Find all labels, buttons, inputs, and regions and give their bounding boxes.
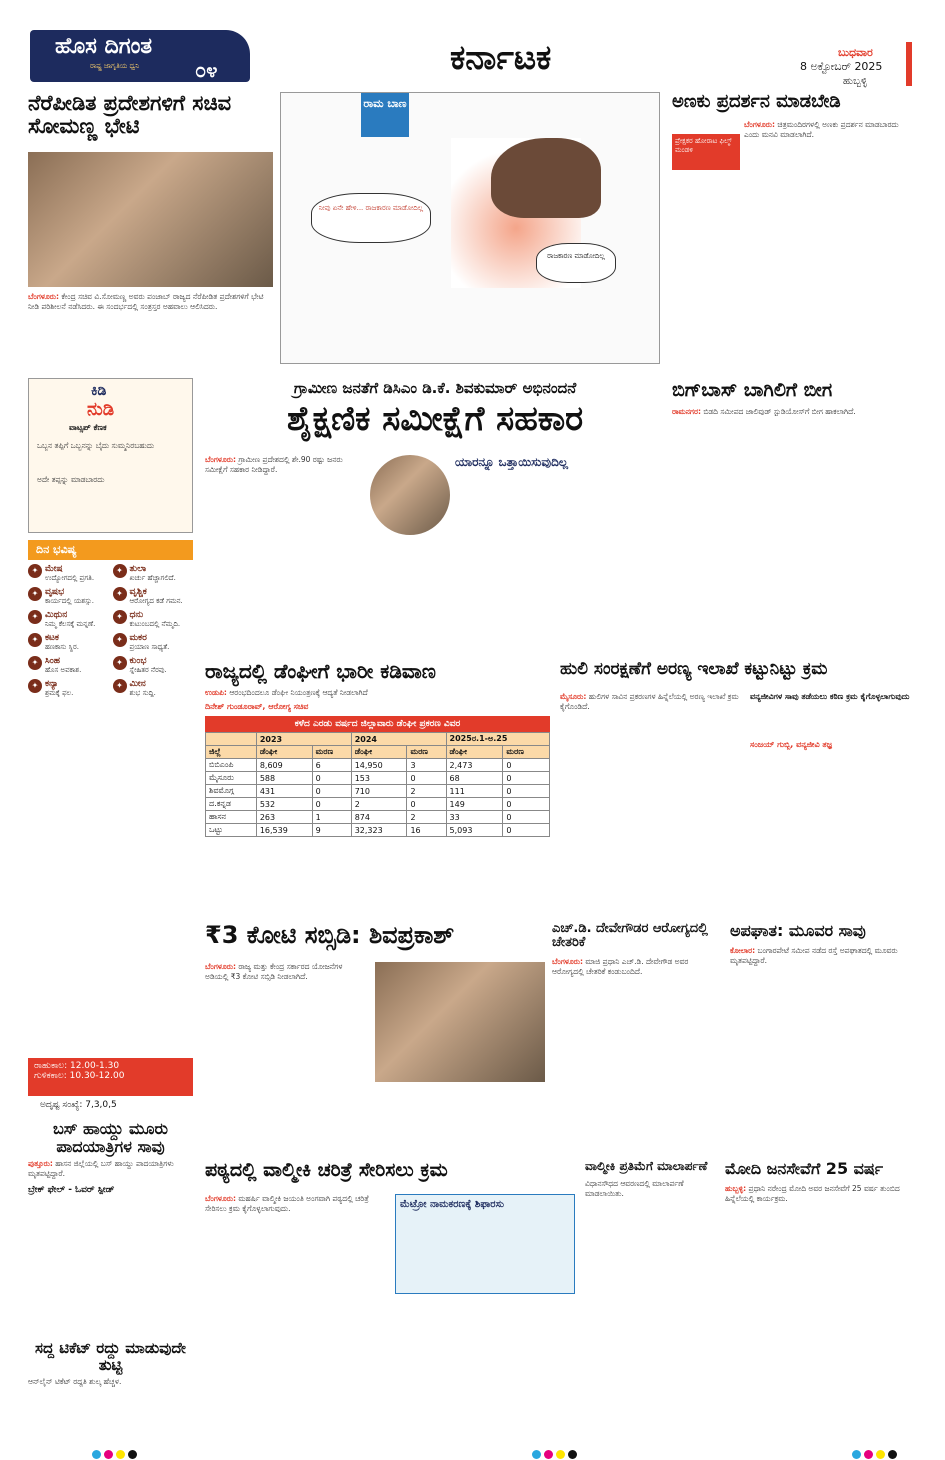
table-cell: 32,323 <box>351 824 407 837</box>
text-hdd: ಮಾಜಿ ಪ್ರಧಾನಿ ಎಚ್.ಡಿ. ದೇವೇಗೌಡ ಅವರ ಆರೋಗ್ಯದಲ್ಲಿ ಚೇತರಿಕೆ ಕಂಡುಬಂದಿದೆ. <box>552 956 689 976</box>
horoscope-item <box>113 656 194 675</box>
logo-tagline: ರಾಷ್ಟ್ರ ಜಾಗೃತಿಯ ಧ್ವನಿ <box>90 62 140 70</box>
headline-dengue: ರಾಜ್ಯದಲ್ಲಿ ಡೆಂಘೀಗೆ ಭಾರೀ ಕಡಿವಾಣ <box>205 659 436 683</box>
quote-dengue: ಆರಂಭದಿಂದಲೂ ಡೆಂಘೀ ನಿಯಂತ್ರಣಕ್ಕೆ ಆದ್ಯತೆ ನೀಡಲಾಗಿದೆ <box>229 688 368 697</box>
lead-bus: ಪುತ್ತೂರು: <box>28 1159 53 1169</box>
photo-subsidy <box>375 962 545 1082</box>
quote-tiger: ವನ್ಯಜೀವಿಗಳ ಸಾವು ತಡೆಯಲು ಕಠಿಣ ಕ್ರಮ ಕೈಗೊಳ್ಳಲಾಗುವುದು <box>750 692 910 701</box>
zodiac-icon: ✦ <box>28 587 42 601</box>
body-bus <box>28 1159 193 1179</box>
horoscope-text <box>45 656 81 675</box>
kidi-nudi-box <box>28 378 193 533</box>
zodiac-icon: ✦ <box>28 610 42 624</box>
body-dengue <box>205 688 550 698</box>
article-dks <box>205 380 665 650</box>
lead-anaku: ಬೆಂಗಳೂರು: <box>744 120 776 129</box>
zodiac-sign: ಮಕರ <box>129 633 147 643</box>
quote-dks: ಯಾರನ್ನೂ ಒತ್ತಾಯಿಸುವುದಿಲ್ಲ <box>455 455 569 469</box>
horoscope-item <box>28 656 109 675</box>
zodiac-icon: ✦ <box>28 679 42 693</box>
lead-hdd: ಬೆಂಗಳೂರು: <box>552 956 584 966</box>
horoscope-item <box>28 633 109 652</box>
zodiac-sign: ತುಲಾ <box>129 564 147 574</box>
dengue-sub-5: ಮರಣ <box>503 746 550 759</box>
article-hdd <box>552 922 722 1147</box>
article-anaku <box>672 92 912 372</box>
zodiac-icon: ✦ <box>28 564 42 578</box>
table-cell: 431 <box>256 785 312 798</box>
horoscope-text <box>130 587 183 606</box>
zodiac-forecast: ನಿಮ್ಮ ಕೆಲಸಕ್ಕೆ ಮನ್ನಣೆ. <box>45 620 96 628</box>
body-accident <box>730 946 912 966</box>
cartoon-bubble-2: ರಾಜಕಾರಣ ಮಾಡೋದಿಲ್ಲ <box>536 243 616 283</box>
table-cell: 2,473 <box>446 759 503 772</box>
article-tiger <box>560 660 912 910</box>
text-bus: ಹಾಸನ ಜಿಲ್ಲೆಯಲ್ಲಿ ಬಸ್ ಹಾಯ್ದು ಪಾದಯಾತ್ರಿಗಳು ಮೃತಪಟ್ಟಿದ್ದಾರೆ. <box>28 1159 174 1179</box>
table-cell: 2 <box>407 785 446 798</box>
gulika: ಗುಳಿಕಕಾಲ: 10.30-12.00 <box>34 1071 125 1081</box>
rahukala: ರಾಹುಕಾಲ: 12.00-1.30 <box>34 1061 120 1071</box>
headline-hdd: ಎಚ್.ಡಿ. ದೇವೇಗೌಡರ ಆರೋಗ್ಯದಲ್ಲಿ ಚೇತರಿಕೆ <box>552 921 708 951</box>
horoscope-item <box>28 587 109 606</box>
table-cell: 9 <box>312 824 351 837</box>
text-accident: ಬಂಗಾರಪೇಟೆ ಸಮೀಪ ನಡೆದ ರಸ್ತೆ ಅಪಘಾತದಲ್ಲಿ ಮೂವರು ಮೃತಪಟ್ಟಿದ್ದಾರೆ. <box>730 945 898 965</box>
table-cell: ದ.ಕನ್ನಡ <box>206 798 257 811</box>
zodiac-forecast: ಖರ್ಚು ಹೆಚ್ಚಾಗಲಿದೆ. <box>129 574 176 582</box>
table-row <box>206 772 550 785</box>
print-marks-left <box>92 1444 140 1460</box>
table-row <box>206 811 550 824</box>
text-somanna: ಕೇಂದ್ರ ಸಚಿವ ವಿ.ಸೋಮಣ್ಣ ಅವರು ಪಂಜಾಬ್ ರಾಜ್ಯದ ನೆರೆಪೀಡಿತ ಪ್ರದೇಶಗಳಿಗೆ ಭೇಟಿ ನೀಡಿ ಪರಿಶೀಲನೆ ನಡೆಸಿದರು. ಈ ಸಂದರ್ಭದಲ್ಲಿ ಸಂತ್ರಸ್ತರ ಅಹವಾಲು ಆಲಿಸಿದರು. <box>28 292 264 311</box>
zodiac-icon: ✦ <box>28 656 42 670</box>
metro-box <box>395 1194 575 1294</box>
horoscope-item <box>113 610 194 629</box>
headline-valmiki: ಪಠ್ಯದಲ್ಲಿ ವಾಲ್ಮೀಕಿ ಚರಿತ್ರೆ ಸೇರಿಸಲು ಕ್ರಮ <box>205 1159 448 1181</box>
article-dengue <box>205 660 550 910</box>
table-cell: 8,609 <box>256 759 312 772</box>
table-row <box>206 785 550 798</box>
horoscope-text <box>45 633 79 652</box>
table-cell: ಹಾಸನ <box>206 811 257 824</box>
table-cell: 3 <box>407 759 446 772</box>
horoscope-text <box>45 679 73 698</box>
table-cell: 0 <box>407 798 446 811</box>
zodiac-icon: ✦ <box>113 656 127 670</box>
print-marks-right <box>852 1444 900 1460</box>
headline-bus: ಬಸ್ ಹಾಯ್ದು ಮೂರು ಪಾದಯಾತ್ರಿಗಳ ಸಾವು <box>52 1119 169 1156</box>
quote-by-dengue: ದಿನೇಶ್ ಗುಂಡೂರಾವ್, ಆರೋಗ್ಯ ಸಚಿವ <box>205 702 309 711</box>
table-cell: 0 <box>312 772 351 785</box>
lead-valmiki: ಬೆಂಗಳೂರು: <box>205 1194 237 1203</box>
horoscope-text <box>130 679 156 698</box>
page-number: ೦೪ <box>195 58 218 82</box>
zodiac-sign: ವೃಶ್ಚಿಕ <box>129 587 147 597</box>
table-cell: 0 <box>503 824 550 837</box>
article-ticket <box>28 1340 193 1440</box>
table-cell: 0 <box>503 759 550 772</box>
text-modi: ಪ್ರಧಾನಿ ನರೇಂದ್ರ ಮೋದಿ ಅವರ ಜನಸೇವೆಗೆ 25 ವರ್ಷ ತುಂಬಿದ ಹಿನ್ನೆಲೆಯಲ್ಲಿ ಕಾರ್ಯಕ್ರಮ. <box>725 1183 900 1203</box>
issue-date: 8 ಅಕ್ಟೋಬರ್ 2025 <box>800 60 883 73</box>
horoscope-text <box>130 610 181 629</box>
body-hdd <box>552 957 722 977</box>
headline-anaku: ಅಣಕು ಪ್ರದರ್ಶನ ಮಾಡಬೇಡಿ <box>672 91 841 112</box>
lead-dks: ಬೆಂಗಳೂರು: <box>205 455 237 464</box>
text-anaku: ಚಿತ್ರಮಂದಿರಗಳಲ್ಲಿ ಅಣಕು ಪ್ರದರ್ಶನ ಮಾಡಬಾರದು ಎಂದು ಮನವಿ ಮಾಡಲಾಗಿದೆ. <box>744 120 899 139</box>
headline-statue: ವಾಲ್ಮೀಕಿ ಪ್ರತಿಮೆಗೆ ಮಾಲಾರ್ಪಣೆ <box>585 1159 708 1173</box>
article-statue <box>585 1160 715 1440</box>
table-cell: 16 <box>407 824 446 837</box>
article-accident <box>730 922 912 1147</box>
dengue-year-2023: 2023 <box>256 733 351 746</box>
headline-dks: ಶೈಕ್ಷಣಿಕ ಸಮೀಕ್ಷೆಗೆ ಸಹಕಾರ <box>286 398 584 439</box>
table-cell: 588 <box>256 772 312 785</box>
table-cell: 2 <box>351 798 407 811</box>
body-valmiki <box>205 1194 385 1214</box>
zodiac-sign: ಮಿಥುನ <box>45 610 68 620</box>
table-cell: 149 <box>446 798 503 811</box>
table-cell: 0 <box>407 772 446 785</box>
horoscope-box <box>28 540 193 736</box>
zodiac-forecast: ಉದ್ಯೋಗದಲ್ಲಿ ಪ್ರಗತಿ. <box>45 574 95 582</box>
sub-bus: ಬ್ರೇಕ್ ಫೇಲ್ - ಓವರ್ ಸ್ಪೀಡ್ <box>28 1185 115 1196</box>
body-somanna <box>28 292 273 312</box>
headline-tiger: ಹುಲಿ ಸಂರಕ್ಷಣೆಗೆ ಅರಣ್ಯ ಇಲಾಖೆ ಕಟ್ಟುನಿಟ್ಟು ಕ್ರಮ <box>560 659 828 679</box>
dengue-sub-1: ಮರಣ <box>312 746 351 759</box>
horoscope-item <box>28 610 109 629</box>
zodiac-forecast: ಸ್ನೇಹಿತರ ನೆರವು. <box>129 666 167 674</box>
horoscope-text <box>130 564 176 583</box>
zodiac-forecast: ಹೊಸ ಅವಕಾಶ. <box>45 666 82 674</box>
issue-day: ಬುಧವಾರ <box>838 46 873 59</box>
zodiac-icon: ✦ <box>113 633 127 647</box>
dengue-district-label: ಜಿಲ್ಲೆ <box>206 746 257 759</box>
kidi-line-2: ಅದೇ ತಪ್ಪನ್ನು ಮಾಡಬಾರದು <box>37 475 105 484</box>
table-cell: 0 <box>503 785 550 798</box>
horoscope-item <box>28 679 109 698</box>
horoscope-title: ದಿನ ಭವಿಷ್ಯ <box>28 540 193 560</box>
headline-somanna: ನೆರೆಪೀಡಿತ ಪ್ರದೇಶಗಳಿಗೆ ಸಚಿವ ಸೋಮಣ್ಣ ಭೇಟಿ <box>28 91 232 139</box>
body-dks <box>205 455 355 475</box>
zodiac-sign: ಧನು <box>129 610 144 620</box>
zodiac-sign: ಮೇಷ <box>45 564 63 574</box>
table-cell: 33 <box>446 811 503 824</box>
issue-city: ಹುಬ್ಬಳ್ಳಿ <box>843 76 868 87</box>
horoscope-text <box>45 564 94 583</box>
table-cell: 710 <box>351 785 407 798</box>
cartoon-panel <box>280 92 660 364</box>
table-row <box>206 798 550 811</box>
body-ticket: ಆನ್‌ಲೈನ್ ಟಿಕೆಟ್ ರದ್ದತಿ ಶುಲ್ಕ ಹೆಚ್ಚಳ. <box>28 1377 122 1386</box>
horoscope-item <box>28 564 109 583</box>
article-bus <box>28 1120 193 1335</box>
cartoon-shoe <box>491 138 601 218</box>
dengue-sub-0: ಡೆಂಘೀ <box>256 746 312 759</box>
horoscope-item <box>113 633 194 652</box>
lead-subsidy: ಬೆಂಗಳೂರು: <box>205 962 237 971</box>
dengue-year-blank <box>206 733 257 746</box>
lead-modi: ಹುಬ್ಬಳ್ಳಿ: <box>725 1183 747 1193</box>
horoscope-grid <box>28 564 193 702</box>
table-cell: 532 <box>256 798 312 811</box>
section-title: ಕರ್ನಾಟಕ <box>450 38 552 78</box>
zodiac-forecast: ಹಣಕಾಸು ಸ್ಥಿರ. <box>45 643 79 651</box>
horoscope-text <box>130 633 170 652</box>
rahukala-box <box>28 1058 193 1096</box>
kidi-title: ಕಿಡಿ <box>91 383 107 399</box>
article-somanna <box>28 92 273 372</box>
zodiac-icon: ✦ <box>28 633 42 647</box>
article-bigboss <box>672 380 912 650</box>
zodiac-forecast: ಕುಟುಂಬದಲ್ಲಿ ನೆಮ್ಮದಿ. <box>129 620 181 628</box>
lucky-number: ಅದೃಷ್ಟ ಸಂಖ್ಯೆ: 7,3,0,5 <box>40 1100 117 1110</box>
zodiac-sign: ಕನ್ಯಾ <box>45 679 59 689</box>
horoscope-text <box>130 656 167 675</box>
body-bigboss <box>672 407 912 417</box>
dengue-sub-4: ಡೆಂಘೀ <box>446 746 503 759</box>
body-tiger <box>560 692 740 712</box>
dengue-sub-3: ಮರಣ <box>407 746 446 759</box>
table-cell: 0 <box>503 772 550 785</box>
table-cell: ಶಿವಮೊಗ್ಗ <box>206 785 257 798</box>
kidi-subtitle: ನುಡಿ <box>87 399 115 420</box>
table-cell: ಒಟ್ಟು <box>206 824 257 837</box>
kidi-byline: ವಾಟ್ಸಪ್ ಕೆಣಕ <box>69 423 107 432</box>
headline-bigboss: ಬಿಗ್‌ಬಾಸ್ ಬಾಗಿಲಿಗೆ ಬೀಗ <box>672 379 833 401</box>
headline-subsidy: ₹3 ಕೋಟಿ ಸಬ್ಸಿಡಿ: ಶಿವಪ್ರಕಾಶ್ <box>205 921 455 949</box>
photo-dks <box>370 455 450 535</box>
table-cell: ಮೈಸೂರು <box>206 772 257 785</box>
masthead <box>0 0 945 90</box>
headline-ticket: ಸದ್ದ ಟಿಕೆಟ್ ರದ್ದು ಮಾಡುವುದೇ ತುಟ್ಟಿ <box>35 1339 186 1374</box>
text-bigboss: ಬಿಡದಿ ಸಮೀಪದ ಜಾಲಿವುಡ್ ಸ್ಟುಡಿಯೋಸ್‌ಗೆ ಬೀಗ ಹಾಕಲಾಗಿದೆ. <box>703 406 856 416</box>
zodiac-sign: ಕಟಕ <box>45 633 59 643</box>
table-title-dengue: ಕಳೆದ ಎರಡು ವರ್ಷದ ಜಿಲ್ಲಾವಾರು ಡೆಂಘೀ ಪ್ರಕರಣ ವಿವರ <box>205 716 550 732</box>
dengue-year-2024: 2024 <box>351 733 446 746</box>
table-cell: 5,093 <box>446 824 503 837</box>
horoscope-item <box>113 587 194 606</box>
zodiac-forecast: ಶುಭ ಸುದ್ದಿ. <box>129 689 156 697</box>
table-cell: 1 <box>312 811 351 824</box>
zodiac-icon: ✦ <box>113 610 127 624</box>
table-cell: 68 <box>446 772 503 785</box>
body-modi <box>725 1184 912 1204</box>
zodiac-forecast: ಕಾರ್ಯದಲ್ಲಿ ಯಶಸ್ಸು. <box>45 597 94 605</box>
article-valmiki <box>205 1160 575 1440</box>
zodiac-forecast: ಶ್ರಮಕ್ಕೆ ಫಲ. <box>45 689 74 697</box>
table-cell: 2 <box>407 811 446 824</box>
table-cell: 16,539 <box>256 824 312 837</box>
dengue-table-body <box>206 759 550 837</box>
table-row <box>206 759 550 772</box>
table-cell: 153 <box>351 772 407 785</box>
dengue-table-year-row <box>206 733 550 746</box>
tag-anaku: ಪ್ರೇಕ್ಷಕರ ಹೋರಾಟ ಫಿಲ್ಮ್ ಮಂಡಳಿ <box>672 134 740 170</box>
text-subsidy: ರಾಜ್ಯ ಮತ್ತು ಕೇಂದ್ರ ಸರ್ಕಾರದ ಯೋಜನೆಗಳ ಅಡಿಯಲ್ಲಿ ₹3 ಕೋಟಿ ಸಬ್ಸಿಡಿ ನೀಡಲಾಗಿದೆ. <box>205 962 343 981</box>
horoscope-text <box>45 610 95 629</box>
headline-modi: ಮೋದಿ ಜನಸೇವೆಗೆ 25 ವರ್ಷ <box>725 1159 884 1178</box>
body-statue: ವಿಧಾನಸೌಧದ ಆವರಣದಲ್ಲಿ ಮಾಲಾರ್ಪಣೆ ಮಾಡಲಾಯಿತು. <box>585 1179 684 1199</box>
print-marks-center <box>532 1444 580 1460</box>
lead-somanna: ಬೆಂಗಳೂರು: <box>28 292 60 301</box>
zodiac-forecast: ಆರೋಗ್ಯದ ಕಡೆ ಗಮನ. <box>129 597 183 605</box>
dengue-year-2025: 2025ರ.1-ಅ.25 <box>446 733 549 746</box>
zodiac-icon: ✦ <box>113 587 127 601</box>
lead-dengue: ಉಡುಪಿ: <box>205 688 227 697</box>
article-modi <box>725 1160 912 1440</box>
horoscope-text <box>45 587 94 606</box>
zodiac-sign: ವೃಷಭ <box>45 587 65 597</box>
metro-box-title: ಮೆಟ್ರೋ ನಾಮಕರಣಕ್ಕೆ ಶಿಫಾರಸು <box>400 1199 505 1210</box>
table-cell: 0 <box>503 811 550 824</box>
zodiac-sign: ಸಿಂಹ <box>45 656 61 666</box>
logo-text: ಹೊಸ ದಿಗಂತ <box>55 33 153 59</box>
lead-tiger: ಮೈಸೂರು: <box>560 692 587 701</box>
table-cell: 874 <box>351 811 407 824</box>
text-dks: ಗ್ರಾಮೀಣ ಪ್ರದೇಶದಲ್ಲಿ ಶೇ.90 ರಷ್ಟು ಜನರು ಸಮೀಕ್ಷೆಗೆ ಸಹಕಾರ ನೀಡಿದ್ದಾರೆ. <box>205 455 343 474</box>
text-tiger: ಹುಲಿಗಳ ಸಾವಿನ ಪ್ರಕರಣಗಳ ಹಿನ್ನೆಲೆಯಲ್ಲಿ ಅರಣ್ಯ ಇಲಾಖೆ ಕ್ರಮ ಕೈಗೊಂಡಿದೆ. <box>560 692 739 711</box>
cartoon-tag: ರಾಮ ಬಾಣ <box>361 93 409 137</box>
table-row <box>206 824 550 837</box>
dengue-table-sub-row <box>206 746 550 759</box>
table-cell: 0 <box>503 798 550 811</box>
table-cell: 263 <box>256 811 312 824</box>
zodiac-icon: ✦ <box>113 564 127 578</box>
table-cell: 6 <box>312 759 351 772</box>
horoscope-item <box>113 564 194 583</box>
zodiac-sign: ಕುಂಭ <box>129 656 147 666</box>
zodiac-sign: ಮೀನ <box>129 679 146 689</box>
dengue-sub-2: ಡೆಂಘೀ <box>351 746 407 759</box>
kicker-dks: ಗ್ರಾಮೀಣ ಜನತೆಗೆ ಡಿಸಿಎಂ ಡಿ.ಕೆ. ಶಿವಕುಮಾರ್ ಅಭಿನಂದನೆ <box>293 379 577 397</box>
zodiac-forecast: ಪ್ರಯಾಣ ಸಾಧ್ಯತೆ. <box>129 643 170 651</box>
lead-accident: ಕೋಲಾರ: <box>730 945 756 955</box>
body-subsidy <box>205 962 365 982</box>
article-subsidy <box>205 922 545 1147</box>
table-cell: 111 <box>446 785 503 798</box>
cartoon-bubble-1: ನೀವು ಏನೇ ಹೇಳಿ... ರಾಜಕಾರಣ ಮಾಡೋದಿಲ್ಲ <box>311 193 431 243</box>
quote-by-tiger: ಸಂಜಯ್ ಗುಬ್ಬಿ, ವನ್ಯಜೀವಿ ತಜ್ಞ <box>750 740 832 749</box>
headline-accident: ಅಪಘಾತ: ಮೂವರ ಸಾವು <box>730 921 866 940</box>
table-cell: 14,950 <box>351 759 407 772</box>
horoscope-item <box>113 679 194 698</box>
table-cell: ಬಿಬಿಎಂಪಿ <box>206 759 257 772</box>
photo-somanna <box>28 152 273 287</box>
dengue-table <box>205 732 550 837</box>
text-valmiki: ಮಹರ್ಷಿ ವಾಲ್ಮೀಕಿ ಜಯಂತಿ ಅಂಗವಾಗಿ ಪಠ್ಯದಲ್ಲಿ ಚರಿತ್ರೆ ಸೇರಿಸಲು ಕ್ರಮ ಕೈಗೊಳ್ಳಲಾಗುವುದು. <box>205 1194 369 1213</box>
zodiac-icon: ✦ <box>113 679 127 693</box>
table-cell: 0 <box>312 798 351 811</box>
kidi-line-1: ಒಬ್ಬನ ತಪ್ಪಿಗೆ ಒಬ್ಬನನ್ನು ಬೈದು ಸುಮ್ಮನಿರಬಹುದು <box>37 441 155 450</box>
lead-bigboss: ರಾಮನಗರ: <box>672 406 701 416</box>
body-anaku <box>744 120 912 140</box>
date-accent <box>906 42 912 86</box>
table-cell: 0 <box>312 785 351 798</box>
